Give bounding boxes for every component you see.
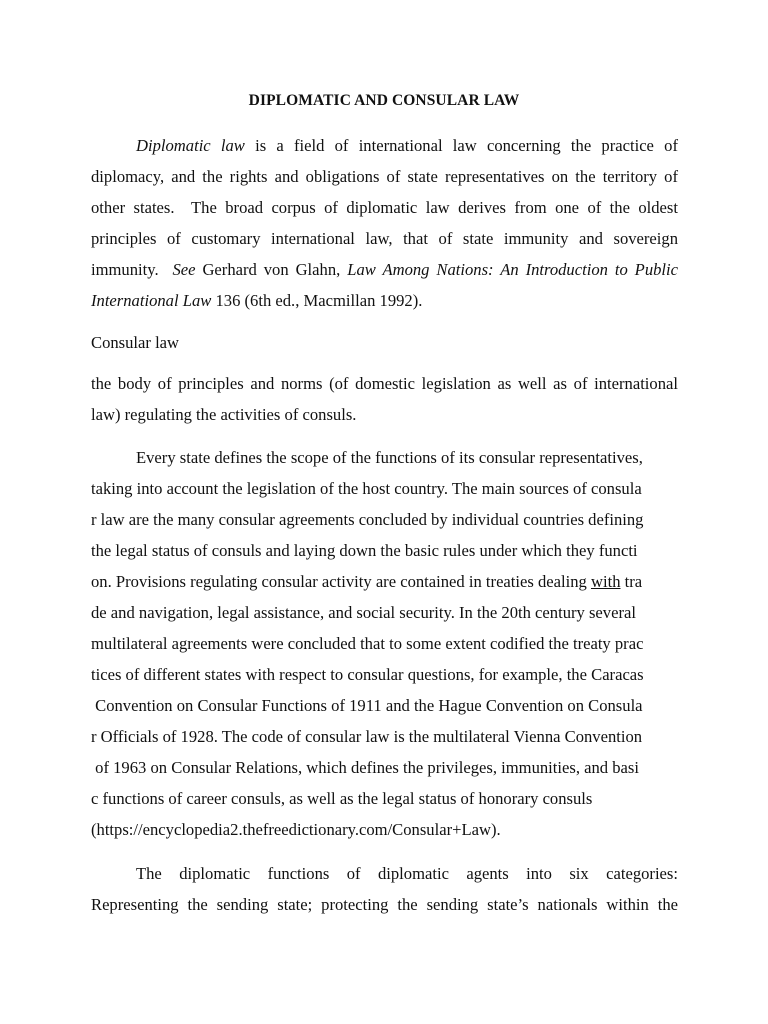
paragraph-line: c functions of career consuls, as well as the legal status of honorary consuls — [91, 789, 593, 808]
paragraph-line: r Officials of 1928. The code of consular law is the multilateral Vienna Convention — [91, 727, 643, 746]
paragraph-line: Every state defines the scope of the functions of its consular representatives, — [136, 448, 643, 467]
paragraph-line: immunity. See Gerhard von Glahn, Law Among Nations: An Introduction to Public — [91, 260, 679, 279]
document-title: DIPLOMATIC AND CONSULAR LAW — [248, 92, 520, 109]
paragraph-line: principles of customary international law, that of state immunity and sovereign — [91, 229, 678, 248]
paragraph-line: Convention on Consular Functions of 1911 and the Hague Convention on Consula — [91, 696, 643, 715]
paragraph-line: Representing the sending state; protecting the sending state’s nationals within the — [91, 895, 678, 914]
paragraph-line: taking into account the legislation of the host country. The main sources of consula — [91, 479, 642, 498]
paragraph-line: r law are the many consular agreements concluded by individual countries defining — [91, 510, 644, 529]
paragraph-line: Diplomatic law is a field of international law concerning the practice of — [136, 136, 678, 155]
paragraph-line: of 1963 on Consular Relations, which defines the privileges, immunities, and basi — [91, 758, 639, 777]
italic-term: Diplomatic law — [136, 136, 245, 155]
book-title: Law Among Nations: An Introduction to Public — [347, 260, 679, 279]
paragraph-line: tices of different states with respect to consular questions, for example, the Caracas — [91, 665, 644, 684]
paragraph-line: multilateral agreements were concluded that to some extent codified the treaty prac — [91, 634, 644, 653]
paragraph-line: The diplomatic functions of diplomatic agents into six categories: — [136, 864, 678, 883]
section-heading: Consular law — [91, 333, 180, 352]
paragraph-line: (https://encyclopedia2.thefreedictionary.com/Consular+Law). — [91, 820, 501, 839]
paragraph-line: International Law 136 (6th ed., Macmillan 1992). — [91, 291, 423, 310]
paragraph-line: de and navigation, legal assistance, and social security. In the 20th century several — [91, 603, 636, 622]
paragraph-line: the legal status of consuls and laying down the basic rules under which they functi — [91, 541, 638, 560]
paragraph-line: law) regulating the activities of consuls. — [91, 405, 357, 424]
signal-see: See — [172, 260, 196, 279]
paragraph-line: other states. The broad corpus of diplomatic law derives from one of the oldest — [91, 198, 678, 217]
paragraph-line: the body of principles and norms (of domestic legislation as well as of international — [91, 374, 678, 393]
paragraph-line: on. Provisions regulating consular activity are contained in treaties dealing with tra — [91, 572, 643, 591]
book-title: International Law — [91, 291, 212, 310]
underlined-word: with — [590, 572, 621, 591]
paragraph-line: diplomacy, and the rights and obligations of state representatives on the territory of — [91, 167, 678, 186]
